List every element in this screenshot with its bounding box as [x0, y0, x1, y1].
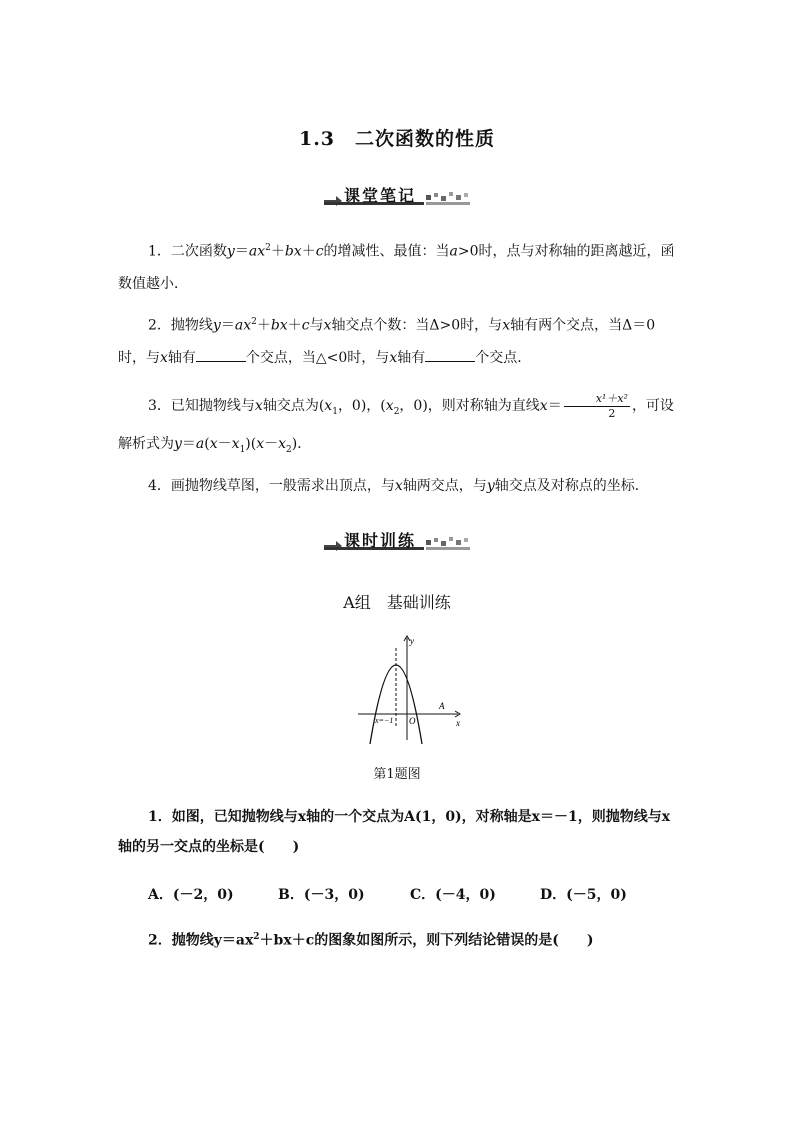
option-d[interactable]: D．(－5，0)	[540, 887, 627, 903]
group-title: A组 基础训练	[343, 593, 451, 612]
figure-caption: 第1题图	[373, 767, 421, 782]
y-axis-label: y	[410, 636, 414, 646]
symmetry-axis-label: x=−1	[375, 716, 394, 725]
point-a-label: A	[439, 701, 445, 711]
section-banner-training	[322, 527, 472, 553]
banner-label: 课堂笔记	[344, 186, 417, 205]
parabola-figure	[350, 632, 470, 747]
note-3: 3．已知抛物线与x轴交点为($x_1$，0)，($x_2$，0)，则对称轴为直线x＝ $\frac{\text{x¹＋x²}}{2}$ ，可设解析式为$y=a(x-x_1)(x-x_2)$．	[118, 391, 674, 455]
answer-blank[interactable]	[196, 347, 246, 362]
answer-blank[interactable]	[425, 347, 475, 362]
origin-label: O	[409, 716, 416, 726]
option-c[interactable]: C．(－4，0)	[410, 887, 496, 903]
page-title: 1.3 二次函数的性质	[298, 128, 496, 150]
option-b[interactable]: B．(－3，0)	[278, 887, 365, 903]
note-4: 4．画抛物线草图，一般需求出顶点，与x轴两交点，与y轴交点及对称点的坐标．	[148, 478, 649, 494]
option-a[interactable]: A．(－2，0)	[148, 887, 234, 903]
note-1: 1．二次函数$y=ax^2+bx+c$的增减性、最值：当a>0时，点与对称轴的距离越近，函数值越小．	[118, 243, 675, 292]
x-axis-label: x	[456, 718, 460, 728]
note-2: 2．抛物线$y=ax^2+bx+c$与x轴交点个数：当Δ>0时，与x轴有两个交点，当Δ＝0时，与x轴有 个交点，当△<0时，与x轴有 个交点．	[118, 317, 656, 366]
banner-label: 课时训练	[344, 531, 417, 550]
fraction: $\frac{\text{x¹＋x²}}{2}$	[564, 392, 630, 421]
question-2: 2．抛物线$y=ax^2+bx+c$的图象如图所示，则下列结论错误的是( )	[148, 932, 594, 949]
question-1: 1．如图，已知抛物线与x轴的一个交点为A(1，0)，对称轴是x＝－1，则抛物线与x轴的另一交点的坐标是( )	[118, 809, 671, 855]
section-banner-notes	[322, 182, 472, 208]
